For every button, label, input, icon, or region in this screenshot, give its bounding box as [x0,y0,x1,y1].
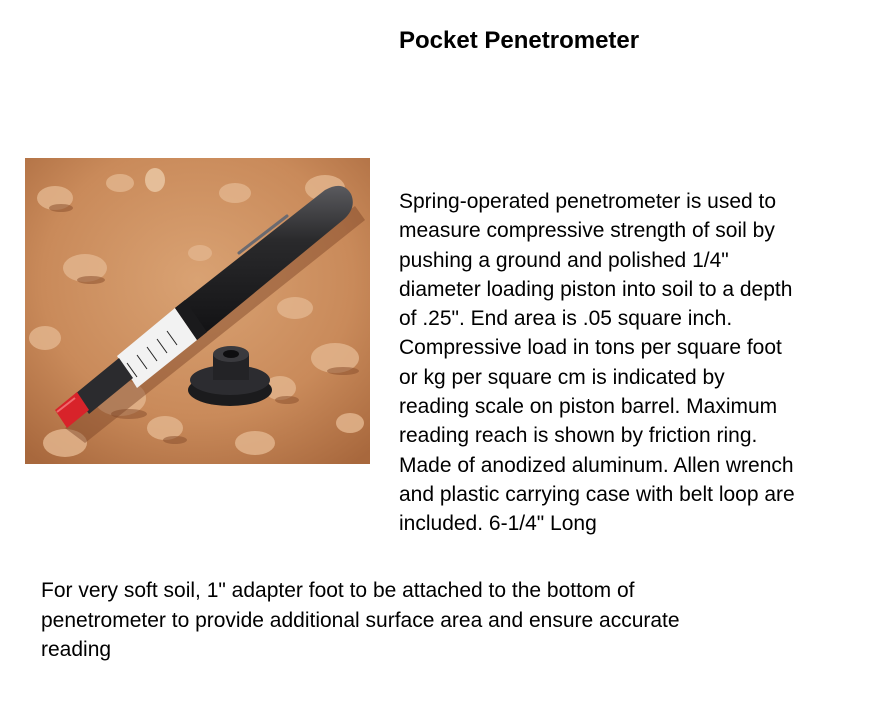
description-line: diameter loading piston into soil to a depth [399,277,793,301]
note-line: For very soft soil, 1" adapter foot to be attached to the bottom of [41,579,635,602]
description-line: of .25". End area is .05 square inch. [399,307,733,331]
description-line: Made of anodized aluminum. Allen wrench [399,453,794,477]
description-line: pushing a ground and polished 1/4" [399,248,729,272]
description-line: reading scale on piston barrel. Maximum [399,395,778,419]
description-line: and plastic carrying case with belt loop are [399,482,795,506]
description-line: reading reach is shown by friction ring. [399,424,758,448]
product-photo [25,158,370,464]
description-line: Spring-operated penetrometer is used to [399,190,777,213]
description-line: included. 6-1/4" Long [399,512,597,536]
description-line: or kg per square cm is indicated by [399,365,725,389]
description-line: measure compressive strength of soil by [399,219,775,243]
adapter-note [41,576,861,665]
note-line: penetrometer to provide additional surface area and ensure accurate [41,608,680,632]
note-line: reading [41,638,112,661]
description-line: Compressive load in tons per square foot [399,336,782,360]
page-title: Pocket Penetrometer [399,27,640,54]
product-description [399,187,869,539]
